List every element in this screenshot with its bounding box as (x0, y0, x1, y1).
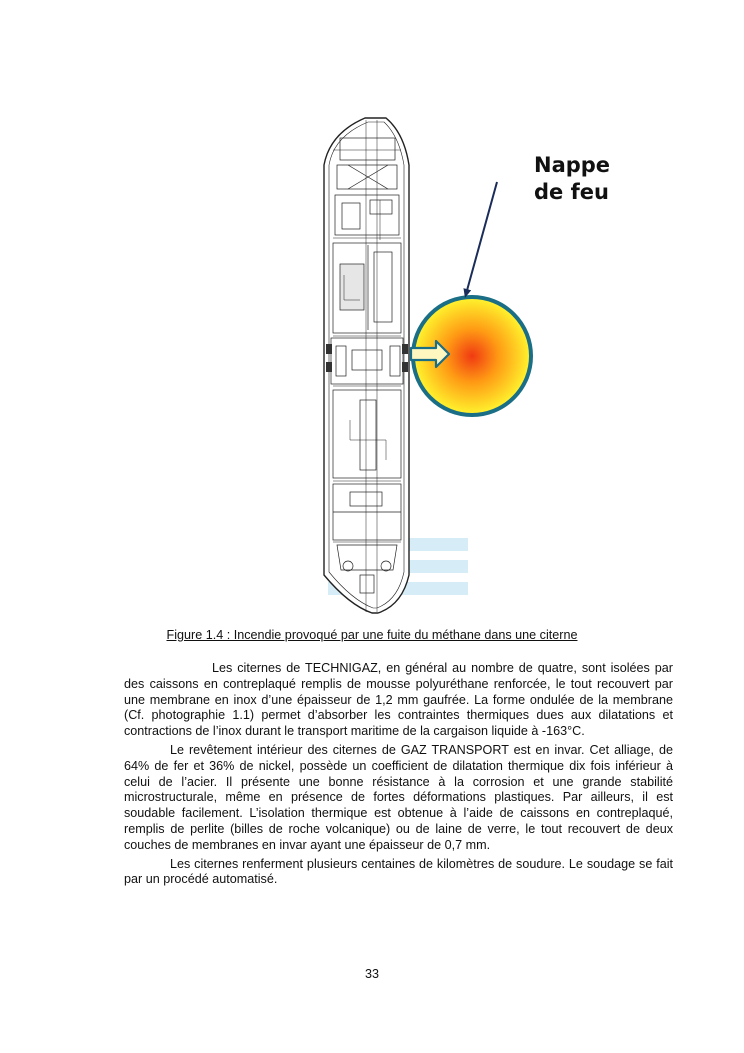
paragraph-technigaz: Les citernes de TECHNIGAZ, en général au nombre de quatre, sont isolées par des caissons en contreplaqué remplis de mousse polyuréthane renforcée, le tout recouvert par une membrane en inox d’une épaisseur de 1,2 mm gaufrée. La forme ondulée de la membrane (Cf. photographie 1.1) permet d’absorber les contraintes thermiques dues aux dilatations et contractions de l’inox durant le transport maritime de la cargaison liquide à -163°C. (124, 661, 673, 739)
fire-label-line1: Nappe (534, 153, 611, 177)
fire-label (534, 152, 610, 206)
fire-label-line2: de feu (534, 180, 609, 204)
body-text (124, 661, 673, 891)
page-number: 33 (364, 967, 379, 981)
pointer-arrow (466, 182, 497, 294)
paragraph-soudure: Les citernes renferment plusieurs centaines de kilomètres de soudure. Le soudage se fait par un procédé automatisé. (124, 856, 673, 887)
ship-hull-outline (324, 118, 409, 613)
ship-plan (324, 118, 409, 613)
figure-caption: Figure 1.4 : Incendie provoqué par une fuite du méthane dans une citerne (166, 628, 578, 642)
paragraph-gaz-transport: Le revêtement intérieur des citernes de GAZ TRANSPORT est en invar. Cet alliage, de 64% de fer et 36% de nickel, possède un coefficient de dilatation thermique dix fois inférieur à celui de l’acier. Il présente une bonne résistance à la corrosion et une grande stabilité microstructurale, même en présence de fortes déformations plastiques. Par ailleurs, il est soudable facilement. L’isolation thermique est obtenue à l’aide de caissons en contreplaqué, remplis de perlite (billes de roche volcanique) ou de laine de verre, le tout recouvert de deux couches de membranes en invar ayant une épaisseur de 0,7 mm. (124, 742, 673, 852)
